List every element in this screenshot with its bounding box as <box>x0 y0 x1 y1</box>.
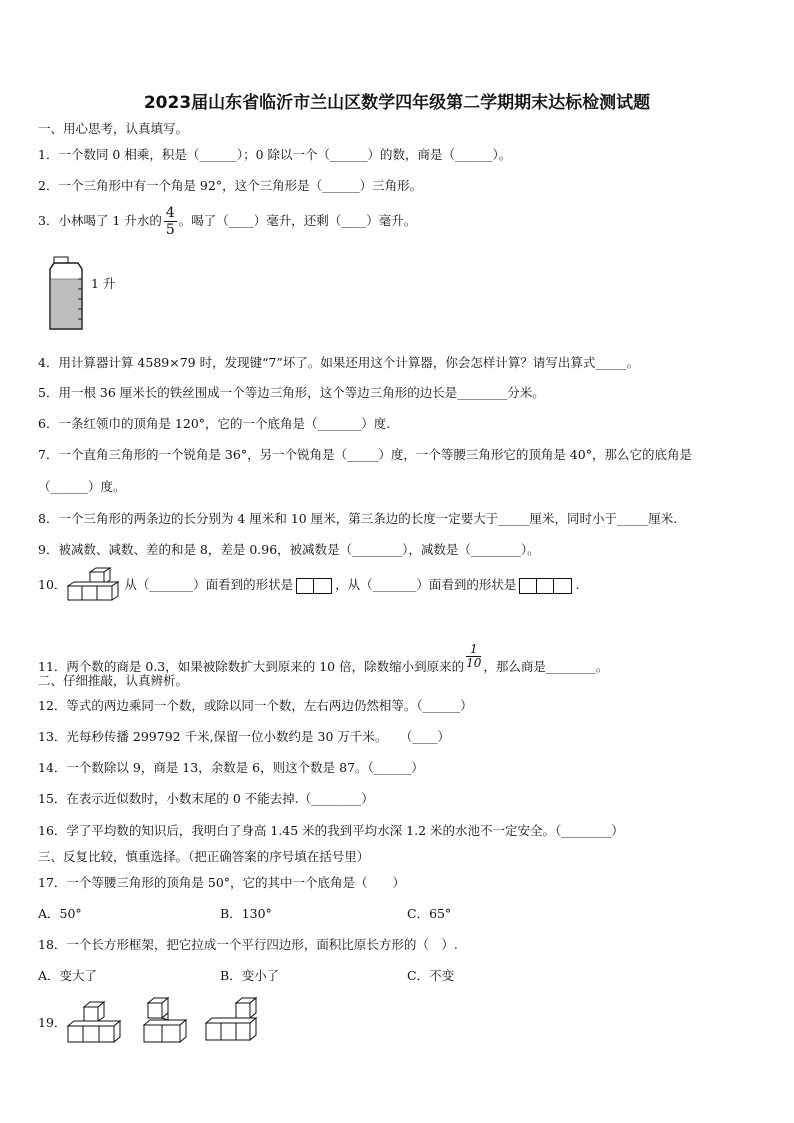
question-1: 1．一个数同 0 相乘，积是（______）；0 除以一个（______）的数，商是（______）。 <box>38 147 512 162</box>
view-shape-two-squares <box>296 578 332 594</box>
fraction-four-fifths <box>164 205 177 238</box>
question-10-part-1: 从（_______）面看到的形状是 <box>124 577 294 592</box>
fraction-denominator: 10 <box>466 656 482 670</box>
question-15: 15．在表示近似数时，小数末尾的 0 不能去掉.（________） <box>38 791 374 806</box>
page-title: 2023届山东省临沂市兰山区数学四年级第二学期期末达标检测试题 <box>143 93 651 113</box>
question-17-option-b: B．130° <box>220 906 272 921</box>
question-17-option-a: A．50° <box>38 906 82 921</box>
question-9: 9．被减数、减数、差的和是 8，差是 0.96，被减数是（________），减数是（________）。 <box>38 542 540 557</box>
question-10-end: . <box>575 577 580 592</box>
fraction-numerator: 1 <box>466 643 481 657</box>
cube-figure-1 <box>64 999 124 1049</box>
question-11-before: 11．两个数的商是 0.3，如果被除数扩大到原来的 10 倍，除数缩小到原来的 <box>38 659 465 674</box>
question-17: 17．一个等腰三角形的顶角是 50°，它的其中一个底角是（ ） <box>38 875 406 890</box>
question-18: 18．一个长方形框架，把它拉成一个平行四边形，面积比原长方形的（ ）. <box>38 937 458 952</box>
view-shape-three-squares <box>519 578 572 594</box>
fraction-denominator: 5 <box>165 222 175 238</box>
question-14: 14．一个数除以 9，商是 13，余数是 6，则这个数是 87。（______） <box>38 760 424 775</box>
section-3-heading: 三、反复比较，慎重选择。（把正确答案的序号填在括号里） <box>38 849 370 864</box>
shape-cell <box>520 579 537 593</box>
shape-cell <box>314 579 331 593</box>
cube-figure-2 <box>140 993 190 1049</box>
shape-cell <box>297 579 314 593</box>
water-bottle-figure <box>44 255 94 333</box>
question-18-option-a: A．变大了 <box>38 968 98 983</box>
bottle-label: 1 升 <box>91 276 116 291</box>
cube-figure-3 <box>202 997 262 1049</box>
question-2: 2．一个三角形中有一个角是 92°，这个三角形是（______）三角形。 <box>38 178 423 193</box>
question-7-line-1: 7．一个直角三角形的一个锐角是 36°，另一个锐角是（_____）度，一个等腰三角形它的顶角是 40°，那么它的底角是 <box>38 447 692 462</box>
question-11-after: ，那么商是________。 <box>483 659 609 674</box>
section-1-heading: 一、用心思考，认真填写。 <box>38 121 189 136</box>
question-10-number: 10． <box>38 577 67 592</box>
question-3-after: 。喝了（____）毫升，还剩（____）毫升。 <box>178 213 417 228</box>
question-3-before: 3．小林喝了 1 升水的 <box>38 213 162 228</box>
question-18-option-b: B．变小了 <box>220 968 280 983</box>
cube-stack-figure-q10 <box>66 566 126 606</box>
fraction-one-tenth <box>466 643 481 670</box>
question-5: 5．用一根 36 厘米长的铁丝围成一个等边三角形，这个等边三角形的边长是________分米。 <box>38 385 545 400</box>
section-2-heading: 二、仔细推敲，认真辨析。 <box>38 673 189 688</box>
question-11 <box>38 643 608 675</box>
shape-cell <box>554 579 571 593</box>
question-13: 13．光每秒传播 299792 千米,保留一位小数约是 30 万千米。 （____） <box>38 729 450 744</box>
question-12: 12．等式的两边乘同一个数，或除以同一个数，左右两边仍然相等。（______） <box>38 698 473 713</box>
question-8: 8．一个三角形的两条边的长分别为 4 厘米和 10 厘米，第三条边的长度一定要大于_____厘米，同时小于_____厘米. <box>38 511 678 526</box>
question-7-line-2: （______）度。 <box>38 479 126 494</box>
question-16: 16．学了平均数的知识后，我明白了身高 1.45 米的我到平均水深 1.2 米的水池不一定安全。（________） <box>38 823 624 838</box>
question-19: 19． <box>38 1015 67 1030</box>
shape-cell <box>537 579 554 593</box>
question-3 <box>38 205 416 238</box>
question-17-option-c: C．65° <box>407 906 452 921</box>
fraction-numerator: 4 <box>165 205 175 221</box>
question-18-option-c: C．不变 <box>407 968 455 983</box>
question-10-part-2: ，从（_______）面看到的形状是 <box>335 577 517 592</box>
question-4: 4．用计算器计算 4589×79 时，发现键“7”坏了。如果还用这个计算器，你会怎样计算？请写出算式_____。 <box>38 355 640 370</box>
question-6: 6．一条红领巾的顶角是 120°，它的一个底角是（_______）度. <box>38 416 391 431</box>
